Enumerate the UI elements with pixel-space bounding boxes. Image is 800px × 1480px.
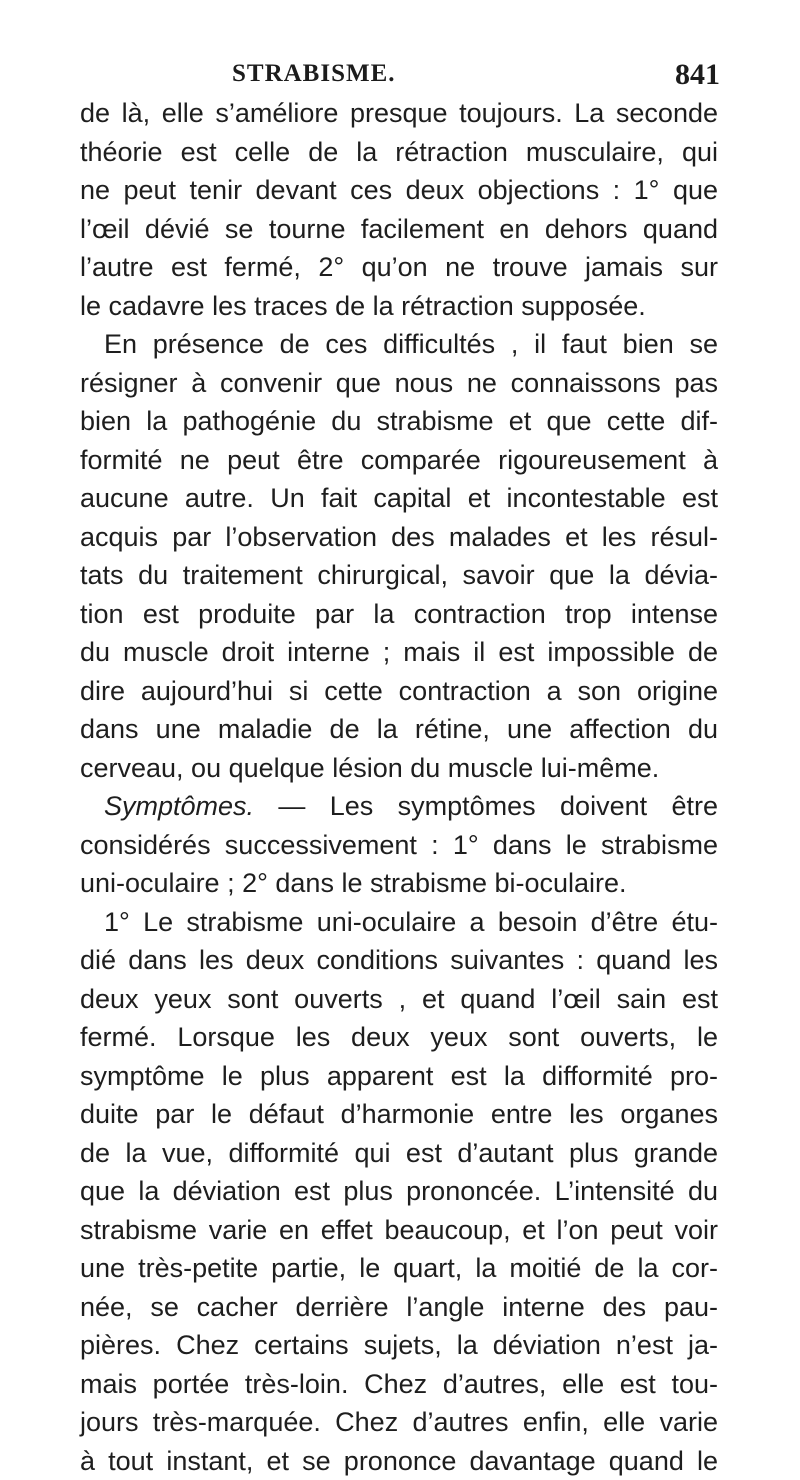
text-line: du muscle droit interne ; mais il est impossible de [80,633,718,672]
text-line: deux yeux sont ouverts , et quand l’œil sain est [80,980,718,1019]
text-line: jours très-marquée. Chez d’autres enfin, elle varie [80,1403,718,1442]
section-heading-continuation: — Les symptômes doivent être [278,791,718,821]
text-line: tion est produite par la contraction trop intense [80,595,718,634]
text-line: à tout instant, et se prononce davantage quand le [80,1442,718,1480]
text-line: duite par le défaut d’harmonie entre les organes [80,1095,718,1134]
text-line: cerveau, ou quelque lésion du muscle lui-même. [80,749,718,788]
text-line: que la déviation est plus prononcée. L’intensité du [80,1172,718,1211]
section-heading: Symptômes. [104,791,254,821]
text-line: formité ne peut être comparée rigoureusement à [80,441,718,480]
text-line: l’autre est fermé, 2° qu’on ne trouve jamais sur [80,248,718,287]
text-line: bien la pathogénie du strabisme et que cette dif- [80,402,718,441]
text-line: ne peut tenir devant ces deux objections : 1° que [80,171,718,210]
text-line: fermé. Lorsque les deux yeux sont ouverts, le [80,1018,718,1057]
body-text [80,94,718,1480]
text-line: dire aujourd’hui si cette contraction a son origine [80,672,718,711]
text-line: l’œil dévié se tourne facilement en dehors quand [80,210,718,249]
text-line: une très-petite partie, le quart, la moitié de la cor- [80,1249,718,1288]
text-line: dié dans les deux conditions suivantes : quand les [80,941,718,980]
section-heading-line [80,787,718,826]
text-line: résigner à convenir que nous ne connaissons pas [80,364,718,403]
text-line: le cadavre les traces de la rétraction supposée. [80,287,718,326]
running-title: STRABISME. [232,60,396,88]
text-line: aucune autre. Un fait capital et incontestable est [80,479,718,518]
text-line: pières. Chez certains sujets, la déviation n’est ja- [80,1326,718,1365]
text-line: uni-oculaire ; 2° dans le strabisme bi-oculaire. [80,864,718,903]
text-line: acquis par l’observation des malades et les résul- [80,518,718,557]
paragraph-start-line: En présence de ces difficultés , il faut bien se [80,325,718,364]
text-line: symptôme le plus apparent est la difformité pro- [80,1057,718,1096]
text-line: dans une maladie de la rétine, une affection du [80,710,718,749]
paragraph-start-line: 1° Le strabisme uni-oculaire a besoin d’être étu- [80,903,718,942]
running-head [100,58,720,96]
text-line: de la vue, difformité qui est d’autant plus grande [80,1134,718,1173]
text-line: théorie est celle de la rétraction musculaire, qui [80,133,718,172]
text-line: mais portée très-loin. Chez d’autres, elle est tou- [80,1365,718,1404]
text-line: née, se cacher derrière l’angle interne des pau- [80,1288,718,1327]
text-line: tats du traitement chirurgical, savoir que la dévia- [80,556,718,595]
page-number: 841 [675,58,720,92]
text-line: strabisme varie en effet beaucoup, et l’on peut voir [80,1211,718,1250]
text-line: considérés successivement : 1° dans le strabisme [80,826,718,865]
text-line: de là, elle s’améliore presque toujours. La seconde [80,94,718,133]
